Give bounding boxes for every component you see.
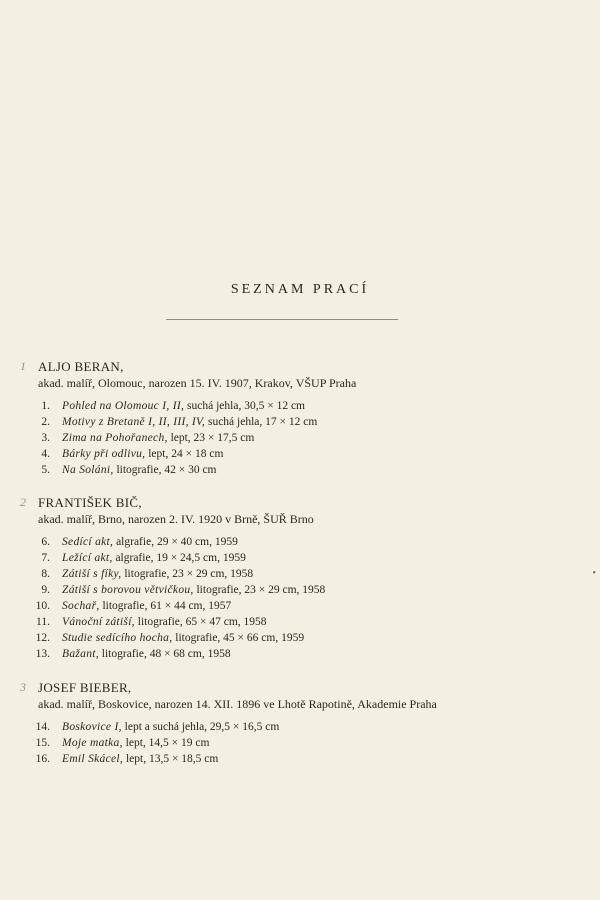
work-details: suchá jehla, 17 × 12 cm [205,416,318,428]
work-item [0,448,560,464]
work-details: litografie, 48 × 68 cm, 1958 [98,648,231,660]
work-number: 10. [35,600,50,612]
work-number: 14. [35,721,50,733]
work-number: 15. [35,737,50,749]
work-number: 4. [41,448,50,460]
work-title: Sochař, [62,600,100,612]
work-title: Zátiší s fíky, [62,568,122,580]
work-item [0,616,560,632]
work-number: 2. [41,416,50,428]
work-item [0,753,560,769]
artist-marker: 3 [20,680,26,694]
artist-bio: akad. malíř, Olomouc, narozen 15. IV. 1907, Krakov, VŠUP Praha [38,376,357,390]
work-number: 12. [35,632,50,644]
work-details: litografie, 42 × 30 cm [113,464,217,476]
work-title: Zima na Pohořanech, [62,432,168,444]
work-number: 3. [41,432,50,444]
work-number: 6. [41,536,50,548]
work-item [0,584,560,600]
work-number: 8. [41,568,50,580]
work-details: lept, 23 × 17,5 cm [167,432,255,444]
work-title: Bárky při odlivu, [62,448,146,460]
work-title: Vánoční zátiší, [62,616,135,628]
work-title: Emil Skácel, [62,753,124,765]
work-details: lept, 24 × 18 cm [145,448,224,460]
work-item [0,416,560,432]
work-item [0,632,560,648]
work-title: Zátiší s borovou větvičkou, [62,584,194,596]
work-details: litografie, 23 × 29 cm, 1958 [121,568,254,580]
work-number: 7. [41,552,50,564]
work-item [0,400,560,416]
work-title: Boskovice I, [62,721,122,733]
work-number: 1. [41,400,50,412]
work-number: 11. [36,616,50,628]
work-title: Motivy z Bretaně I, II, III, IV, [62,416,206,428]
work-item [0,737,560,753]
artist-marker: 1 [20,359,26,373]
work-title: Studie sedícího hocha, [62,632,173,644]
work-details: algrafie, 29 × 40 cm, 1959 [113,536,238,548]
work-details: lept, 14,5 × 19 cm [122,737,210,749]
work-item [0,600,560,616]
work-number: 16. [35,753,50,765]
work-number: 5. [41,464,50,476]
work-details: algrafie, 19 × 24,5 cm, 1959 [112,552,246,564]
work-number: 9. [41,584,50,596]
artist-name: ALJO BERAN, [38,359,124,374]
artist-name: JOSEF BIEBER, [38,680,132,695]
work-item [0,568,560,584]
work-details: suchá jehla, 30,5 × 12 cm [184,400,305,412]
work-title: Moje matka, [62,737,123,749]
work-details: lept a suchá jehla, 29,5 × 16,5 cm [121,721,280,733]
work-item [0,648,560,664]
edge-mark: • [592,568,596,579]
work-title: Na Soláni, [62,464,114,476]
work-title: Pohled na Olomouc I, II, [62,400,185,412]
heading-divider [166,319,398,320]
work-details: lept, 13,5 × 18,5 cm [123,753,219,765]
work-title: Bažant, [62,648,99,660]
work-title: Sedící akt, [62,536,114,548]
artist-bio: akad. malíř, Brno, narozen 2. IV. 1920 v Brně, ŠUŘ Brno [38,512,314,526]
work-item [0,552,560,568]
work-item [0,432,560,448]
work-details: litografie, 23 × 29 cm, 1958 [193,584,326,596]
artist-bio: akad. malíř, Boskovice, narozen 14. XII. 1896 ve Lhotě Rapotině, Akademie Praha [38,697,437,711]
work-details: litografie, 45 × 66 cm, 1959 [172,632,305,644]
work-item [0,721,560,737]
work-number: 13. [35,648,50,660]
artist-name: FRANTIŠEK BIČ, [38,495,142,510]
work-details: litografie, 65 × 47 cm, 1958 [134,616,267,628]
work-title: Ležící akt, [62,552,113,564]
artist-marker: 2 [20,495,26,509]
work-item [0,464,560,480]
work-details: litografie, 61 × 44 cm, 1957 [99,600,232,612]
page-heading: SEZNAM PRACÍ [230,282,370,297]
work-item [0,536,560,552]
